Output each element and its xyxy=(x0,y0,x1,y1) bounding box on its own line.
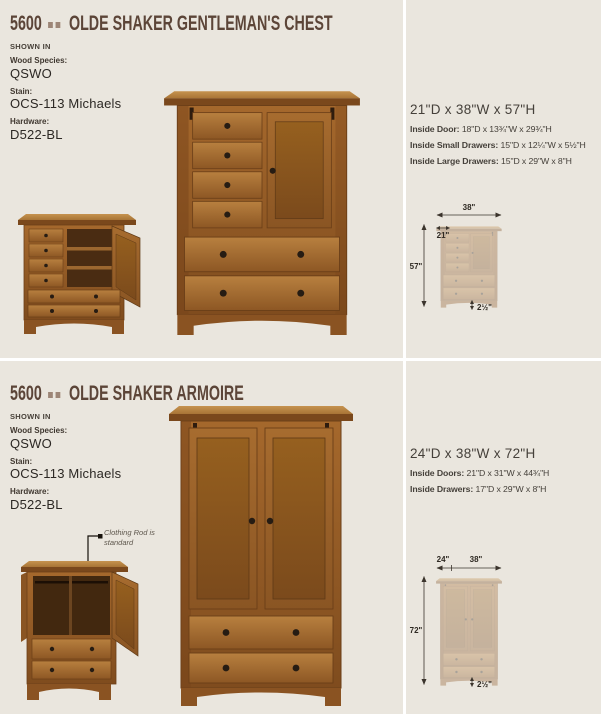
dimensions-block-armoire xyxy=(410,446,600,494)
product-photo-chest-main xyxy=(160,81,364,336)
shown-in-label: SHOWN IN xyxy=(10,42,51,51)
diagram-height-label: 57" xyxy=(409,262,423,271)
spec-value: D522-BL xyxy=(10,496,63,512)
annotation-clothing-rod: Clothing Rod is standard xyxy=(104,528,155,547)
product-photo-chest-open xyxy=(16,208,146,336)
spec-label: Wood Species: xyxy=(10,426,68,435)
dimension-diagram-chest xyxy=(408,197,583,337)
dimension-detail: Inside Drawers: 17"D x 29"W x 8"H xyxy=(410,483,547,494)
spec-value: QSWO xyxy=(10,435,52,451)
model-number: 5600 xyxy=(10,382,42,405)
shown-in-label: SHOWN IN xyxy=(10,412,51,421)
title-square-icons xyxy=(48,22,63,28)
diagram-depth-label: 21" xyxy=(436,231,450,240)
spec-value: OCS-113 Michaels xyxy=(10,466,122,482)
spec-value: D522-BL xyxy=(10,126,63,142)
spec-label: Stain: xyxy=(10,456,33,466)
dimension-detail: Inside Doors: 21"D x 31"W x 44¾"H xyxy=(410,467,550,478)
spec-block-armoire xyxy=(10,412,121,513)
dimensions-block-chest xyxy=(410,102,600,167)
diagram-base-label: 2½" xyxy=(477,303,492,312)
diagram-height-label: 72" xyxy=(409,626,423,635)
dimension-diagram-armoire xyxy=(408,549,583,701)
model-number: 5600 xyxy=(10,12,42,35)
dimension-detail: Inside Small Drawers: 15"D x 12¼"W x 5½"H xyxy=(410,139,586,150)
spec-value: QSWO xyxy=(10,65,52,81)
spec-label: Stain: xyxy=(10,86,33,96)
diagram-width-label: 38" xyxy=(469,555,483,564)
dimension-detail: Inside Large Drawers: 15"D x 29"W x 8"H xyxy=(410,156,572,167)
diagram-width-label: 38" xyxy=(462,203,476,212)
dimension-detail: Inside Door: 18"D x 13¾"W x 29¾"H xyxy=(410,123,552,134)
vertical-divider xyxy=(403,0,406,714)
spec-label: Wood Species: xyxy=(10,56,68,65)
overall-dimensions: 21"D x 38"W x 57"H xyxy=(410,102,536,117)
spec-block-chest xyxy=(10,42,121,143)
title-square-icons xyxy=(48,392,63,398)
annotation-arrow xyxy=(82,532,104,578)
diagram-base-label: 2½" xyxy=(477,680,492,689)
product-photo-armoire-main xyxy=(166,397,356,707)
diagram-depth-label: 24" xyxy=(436,555,450,564)
product-name: OLDE SHAKER ARMOIRE xyxy=(68,382,244,405)
spec-label: Hardware: xyxy=(10,117,50,127)
horizontal-divider xyxy=(0,358,601,361)
overall-dimensions: 24"D x 38"W x 72"H xyxy=(410,446,536,461)
spec-value: OCS-113 Michaels xyxy=(10,96,122,112)
spec-label: Hardware: xyxy=(10,487,50,497)
product-title-chest xyxy=(10,12,333,36)
product-photo-armoire-open xyxy=(20,556,140,702)
product-title-armoire xyxy=(10,382,244,406)
product-name: OLDE SHAKER GENTLEMAN'S CHEST xyxy=(68,12,333,35)
